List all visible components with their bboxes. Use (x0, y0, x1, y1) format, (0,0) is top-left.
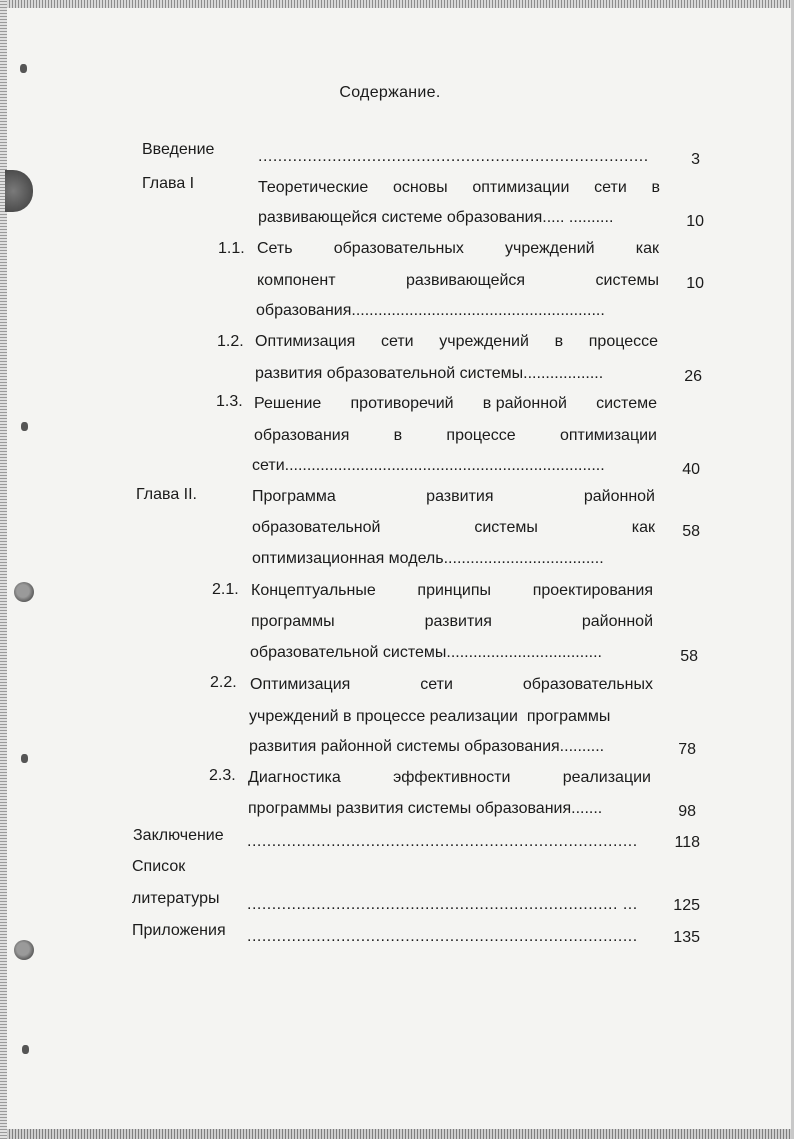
toc-number: 2.1. (212, 581, 239, 598)
scan-speck (21, 422, 28, 431)
toc-dots: ............................................................................... (247, 928, 638, 945)
toc-page: 10 (686, 275, 704, 292)
toc-text-line: Диагностика эффективности реализации (248, 769, 651, 786)
toc-text-line: развития районной системы образования.......... (249, 738, 605, 755)
scan-speck (20, 64, 27, 73)
toc-page: 3 (691, 151, 700, 168)
toc-text-line: сети........................................................................ (252, 457, 605, 474)
toc-page: 58 (680, 648, 698, 665)
toc-label: Приложения (132, 922, 226, 939)
toc-text-line: Сеть образовательных учреждений как (257, 240, 659, 257)
toc-text-line: Теоретические основы оптимизации сети в (258, 179, 660, 196)
toc-number: 1.1. (218, 240, 245, 257)
punch-hole-top (5, 170, 33, 212)
page-title: Содержание. (339, 84, 441, 101)
toc-page: 10 (686, 213, 704, 230)
scan-speck (22, 1045, 29, 1054)
toc-number: 2.3. (209, 767, 236, 784)
toc-dots: ........................................................................... ... (247, 896, 638, 913)
toc-page: 58 (682, 523, 700, 540)
toc-text-line: оптимизационная модель.................................... (252, 550, 604, 567)
toc-text-line: программы развития системы образования....... (248, 800, 603, 817)
toc-label: Введение (142, 141, 215, 158)
toc-label: литературы (132, 890, 220, 907)
scan-edge-bottom (0, 1129, 794, 1139)
toc-text-line: компонент развивающейся системы (257, 272, 659, 289)
toc-text-line: образовательной системы как (252, 519, 655, 536)
punch-hole-middle (14, 582, 34, 602)
toc-label: Глава I (142, 175, 195, 192)
toc-text-line: развивающейся системе образования..... .......... (258, 209, 614, 226)
punch-hole-bottom (14, 940, 34, 960)
toc-text-line: Оптимизация сети образовательных (250, 676, 653, 693)
toc-number: 1.3. (216, 393, 243, 410)
toc-text-line: Решение противоречий в районной системе (254, 395, 657, 412)
toc-text-line: развития образовательной системы.................. (255, 365, 604, 382)
toc-text-line: Оптимизация сети учреждений в процессе (255, 333, 658, 350)
toc-page: 125 (673, 897, 700, 914)
toc-label: Список (132, 858, 186, 875)
toc-text-line: Концептуальные принципы проектирования (251, 582, 653, 599)
toc-page: 98 (678, 803, 696, 820)
toc-text-line: Программа развития районной (252, 488, 655, 505)
toc-text-line: образовательной системы................................... (250, 644, 602, 661)
toc-page: 135 (673, 929, 700, 946)
toc-page: 26 (684, 368, 702, 385)
toc-page: 40 (682, 461, 700, 478)
scan-speck (21, 754, 28, 763)
toc-dots: ............................................................................... (258, 148, 649, 165)
toc-text-line: учреждений в процессе реализации программы (249, 708, 611, 725)
toc-number: 1.2. (217, 333, 244, 350)
scan-edge-top (0, 0, 794, 8)
toc-text-line: образования в процессе оптимизации (254, 427, 657, 444)
toc-label: Глава II. (136, 486, 197, 503)
toc-number: 2.2. (210, 674, 237, 691)
toc-page: 118 (674, 834, 700, 851)
toc-text-line: образования......................................................... (256, 302, 605, 319)
toc-text-line: программы развития районной (251, 613, 653, 630)
toc-page: 78 (678, 741, 696, 758)
toc-dots: ............................................................................... (247, 833, 638, 850)
toc-label: Заключение (133, 827, 224, 844)
